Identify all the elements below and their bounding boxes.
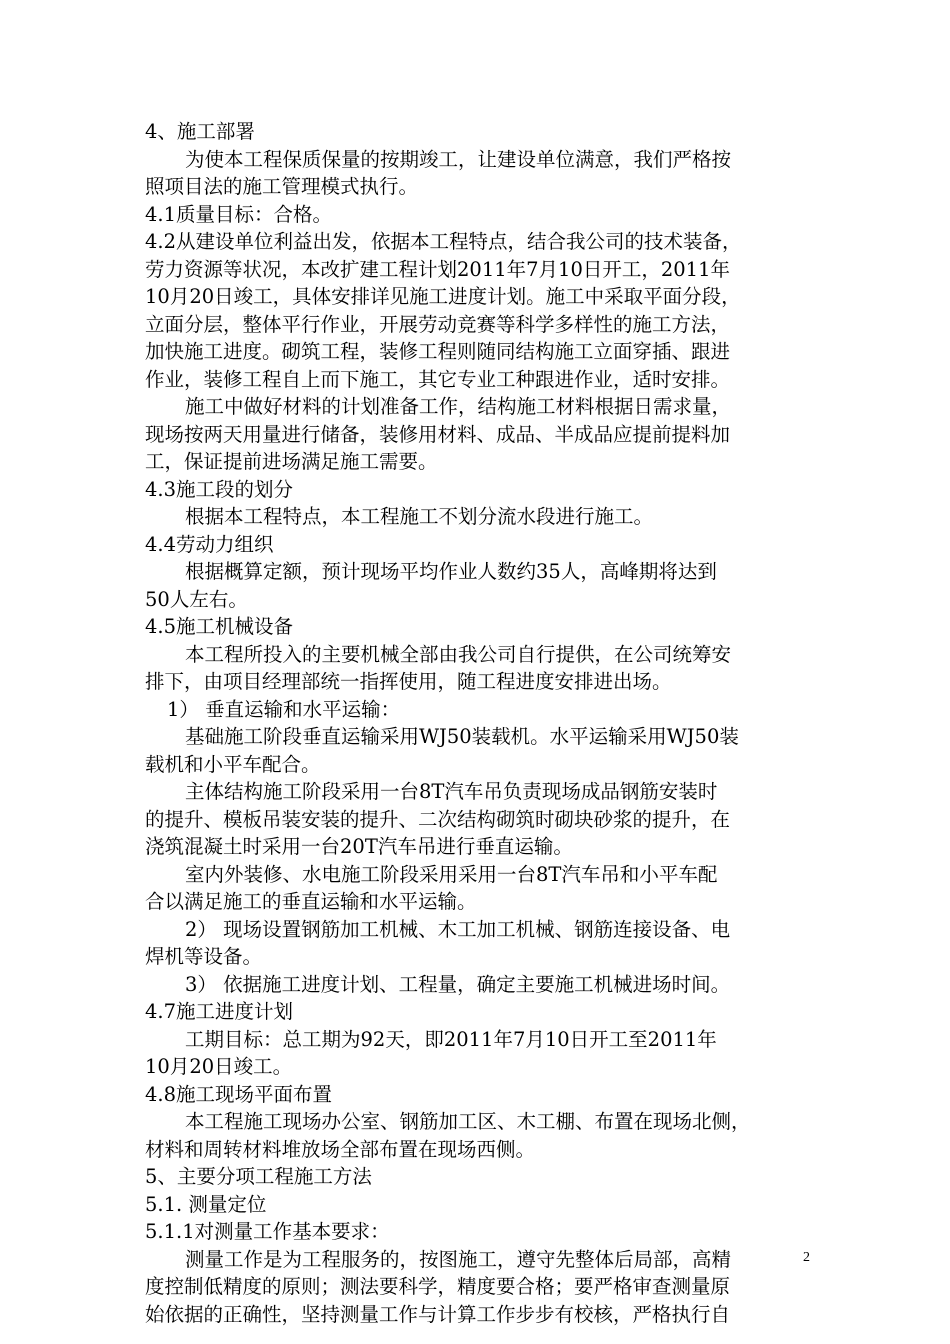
- document-body: [145, 118, 810, 1328]
- text-line: 5、主要分项工程施工方法: [145, 1165, 372, 1188]
- text-line: 载机和小平车配合。: [145, 752, 321, 776]
- text-line: 2） 现场设置钢筋加工机械、木工加工机械、钢筋连接设备、电: [185, 917, 731, 941]
- text-line: 本工程所投入的主要机械全部由我公司自行提供，在公司统筹安: [185, 642, 732, 666]
- text-line: 材料和周转材料堆放场全部布置在现场西侧。: [145, 1137, 536, 1161]
- text-line: 测量工作是为工程服务的，按图施工，遵守先整体后局部，高精: [185, 1247, 732, 1271]
- text-line: 排下，由项目经理部统一指挥使用，随工程进度安排进出场。: [145, 670, 672, 693]
- text-line: 根据本工程特点，本工程施工不划分流水段进行施工。: [185, 505, 654, 528]
- text-line: 基础施工阶段垂直运输采用WJ50装载机。水平运输采用WJ50装: [185, 725, 739, 748]
- text-line: 4、施工部署: [145, 120, 255, 143]
- text-line: 1） 垂直运输和水平运输：: [167, 697, 401, 721]
- text-line: 4.4劳动力组织: [145, 532, 274, 556]
- text-line: 10月20日竣工，具体安排详见施工进度计划。施工中采取平面分段，: [145, 285, 741, 308]
- text-line: 本工程施工现场办公室、钢筋加工区、木工棚、布置在现场北侧，: [185, 1110, 751, 1133]
- text-line: 劳力资源等状况，本改扩建工程计划2011年7月10日开工，2011年: [145, 257, 730, 281]
- text-line: 5.1. 测量定位: [145, 1192, 267, 1216]
- text-line: 50人左右。: [145, 587, 248, 611]
- text-line: 作业，装修工程自上而下施工，其它专业工种跟进作业，适时安排。: [145, 367, 731, 391]
- text-line: 浇筑混凝土时采用一台20T汽车吊进行垂直运输。: [145, 835, 573, 858]
- text-line: 现场按两天用量进行储备，装修用材料、成品、半成品应提前提料加: [145, 422, 731, 446]
- text-line: 4.1质量目标：合格。: [145, 202, 333, 226]
- page-number: 2: [803, 1250, 810, 1265]
- text-line: 4.3施工段的划分: [145, 477, 294, 501]
- text-line: 为使本工程保质保量的按期竣工，让建设单位满意，我们严格按: [185, 147, 732, 171]
- text-line: 4.8施工现场平面布置: [145, 1082, 333, 1106]
- text-line: 的提升、模板吊装安装的提升、二次结构砌筑时砌块砂浆的提升，在: [145, 807, 731, 831]
- text-line: 4.7施工进度计划: [145, 1000, 294, 1023]
- text-line: 4.5施工机械设备: [145, 615, 294, 638]
- text-line: 合以满足施工的垂直运输和水平运输。: [145, 890, 477, 913]
- text-line: 度控制低精度的原则；测法要科学，精度要合格；要严格审查测量原: [145, 1275, 731, 1298]
- text-line: 立面分层，整体平行作业，开展劳动竞赛等科学多样性的施工方法，: [145, 312, 731, 336]
- text-line: 工，保证提前进场满足施工需要。: [145, 450, 438, 473]
- text-line: 3） 依据施工进度计划、工程量，确定主要施工机械进场时间。: [185, 972, 731, 996]
- text-line: 工期目标：总工期为92天，即2011年7月10日开工至2011年: [185, 1027, 717, 1051]
- text-line: 施工中做好材料的计划准备工作，结构施工材料根据日需求量，: [185, 395, 732, 418]
- text-line: 始依据的正确性，坚持测量工作与计算工作步步有校核，严格执行自: [145, 1302, 731, 1326]
- text-line: 主体结构施工阶段采用一台8T汽车吊负责现场成品钢筋安装时: [185, 780, 718, 803]
- text-line: 室内外装修、水电施工阶段采用采用一台8T汽车吊和小平车配: [185, 862, 718, 886]
- text-line: 加快施工进度。砌筑工程，装修工程则随同结构施工立面穿插、跟进: [145, 340, 731, 363]
- text-line: 5.1.1对测量工作基本要求：: [145, 1220, 390, 1243]
- text-line: 焊机等设备。: [145, 945, 263, 968]
- text-line: 根据概算定额，预计现场平均作业人数约35人，高峰期将达到: [185, 560, 717, 583]
- text-line: 10月20日竣工。: [145, 1055, 293, 1078]
- text-line: 4.2从建设单位利益出发，依据本工程特点，结合我公司的技术装备，: [145, 230, 742, 253]
- text-line: 照项目法的施工管理模式执行。: [145, 175, 419, 198]
